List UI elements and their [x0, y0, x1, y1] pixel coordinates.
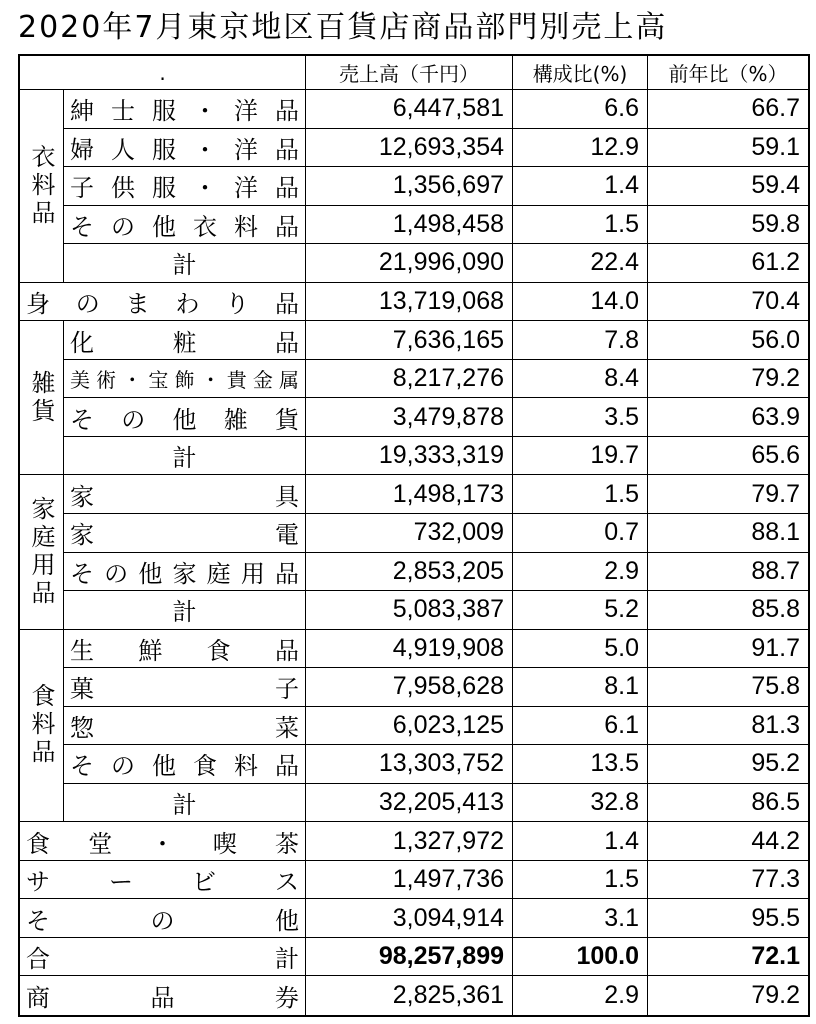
sales-cell: 1,327,972 [306, 822, 513, 861]
row-label: 生鮮食品 [64, 630, 306, 669]
group-goods: 雑貨 [20, 321, 64, 475]
row-label: その他衣料品 [64, 206, 306, 245]
yoy-cell: 79.2 [648, 360, 808, 399]
sales-cell: 5,083,387 [306, 591, 513, 630]
yoy-cell: 77.3 [648, 861, 808, 900]
yoy-cell: 79.7 [648, 475, 808, 514]
share-cell: 2.9 [513, 553, 648, 592]
row-label: その他 [20, 899, 306, 938]
sales-table [18, 54, 810, 1017]
sales-cell: 732,009 [306, 514, 513, 553]
share-cell: 3.5 [513, 398, 648, 437]
subtotal-label: 計 [64, 784, 306, 823]
row-label: 化粧品 [64, 321, 306, 360]
sales-cell: 6,023,125 [306, 707, 513, 746]
yoy-cell: 85.8 [648, 591, 808, 630]
share-cell: 1.5 [513, 861, 648, 900]
row-label: 惣菜 [64, 707, 306, 746]
share-cell: 5.0 [513, 630, 648, 669]
share-cell: 22.4 [513, 244, 648, 283]
share-cell: 12.9 [513, 129, 648, 168]
share-cell: 1.4 [513, 822, 648, 861]
sales-cell: 1,497,736 [306, 861, 513, 900]
sales-cell: 2,825,361 [306, 976, 513, 1015]
sales-cell: 3,094,914 [306, 899, 513, 938]
header-blank: . [20, 56, 306, 90]
grand-total-label: 合計 [20, 938, 306, 977]
header-yoy: 前年比（%） [648, 56, 808, 90]
yoy-cell: 95.2 [648, 745, 808, 784]
share-cell: 6.6 [513, 90, 648, 129]
yoy-cell: 88.7 [648, 553, 808, 592]
yoy-cell: 81.3 [648, 707, 808, 746]
row-label: その他食料品 [64, 745, 306, 784]
share-cell: 7.8 [513, 321, 648, 360]
share-cell: 32.8 [513, 784, 648, 823]
group-clothing: 衣料品 [20, 90, 64, 283]
yoy-cell: 61.2 [648, 244, 808, 283]
row-label: 美術・宝飾・貴金属 [64, 360, 306, 399]
header-share: 構成比(%) [513, 56, 648, 90]
yoy-cell: 75.8 [648, 668, 808, 707]
row-label: 家具 [64, 475, 306, 514]
sales-cell: 1,356,697 [306, 167, 513, 206]
sales-cell: 6,447,581 [306, 90, 513, 129]
share-cell: 13.5 [513, 745, 648, 784]
subtotal-label: 計 [64, 437, 306, 476]
row-label: 家電 [64, 514, 306, 553]
group-food: 食料品 [20, 630, 64, 823]
yoy-cell: 95.5 [648, 899, 808, 938]
subtotal-label: 計 [64, 244, 306, 283]
yoy-cell: 65.6 [648, 437, 808, 476]
yoy-cell: 70.4 [648, 283, 808, 322]
row-label: 商品券 [20, 976, 306, 1015]
sales-cell: 98,257,899 [306, 938, 513, 977]
sales-cell: 4,919,908 [306, 630, 513, 669]
sales-cell: 7,636,165 [306, 321, 513, 360]
yoy-cell: 56.0 [648, 321, 808, 360]
sales-cell: 7,958,628 [306, 668, 513, 707]
row-label: 子供服・洋品 [64, 167, 306, 206]
row-label: 紳士服・洋品 [64, 90, 306, 129]
yoy-cell: 91.7 [648, 630, 808, 669]
share-cell: 19.7 [513, 437, 648, 476]
yoy-cell: 59.1 [648, 129, 808, 168]
row-label: 婦人服・洋品 [64, 129, 306, 168]
sales-cell: 2,853,205 [306, 553, 513, 592]
sales-cell: 1,498,458 [306, 206, 513, 245]
group-household: 家庭用品 [20, 475, 64, 629]
share-cell: 3.1 [513, 899, 648, 938]
row-label: 身のまわり品 [20, 283, 306, 322]
yoy-cell: 63.9 [648, 398, 808, 437]
sales-cell: 8,217,276 [306, 360, 513, 399]
share-cell: 100.0 [513, 938, 648, 977]
sales-cell: 13,303,752 [306, 745, 513, 784]
yoy-cell: 72.1 [648, 938, 808, 977]
header-sales: 売上高（千円） [306, 56, 513, 90]
sales-cell: 12,693,354 [306, 129, 513, 168]
table-title: 2020年7月東京地区百貨店商品部門別売上高 [18, 10, 668, 45]
share-cell: 2.9 [513, 976, 648, 1015]
yoy-cell: 88.1 [648, 514, 808, 553]
share-cell: 1.4 [513, 167, 648, 206]
share-cell: 0.7 [513, 514, 648, 553]
sales-cell: 3,479,878 [306, 398, 513, 437]
share-cell: 5.2 [513, 591, 648, 630]
share-cell: 1.5 [513, 206, 648, 245]
yoy-cell: 79.2 [751, 981, 800, 1010]
yoy-cell: 59.8 [648, 206, 808, 245]
share-cell: 8.1 [513, 668, 648, 707]
sales-cell: 19,333,319 [306, 437, 513, 476]
row-label: 食堂・喫茶 [20, 822, 306, 861]
yoy-cell: 44.2 [648, 822, 808, 861]
row-label: その他家庭用品 [64, 553, 306, 592]
share-cell: 1.5 [513, 475, 648, 514]
yoy-cell: 86.5 [648, 784, 808, 823]
row-label: 菓子 [64, 668, 306, 707]
yoy-cell: 59.4 [648, 167, 808, 206]
subtotal-label: 計 [64, 591, 306, 630]
share-cell: 8.4 [513, 360, 648, 399]
sales-cell: 1,498,173 [306, 475, 513, 514]
sales-cell: 32,205,413 [306, 784, 513, 823]
sales-cell: 13,719,068 [306, 283, 513, 322]
sales-cell: 21,996,090 [306, 244, 513, 283]
yoy-cell: 66.7 [648, 90, 808, 129]
row-label: その他雑貨 [64, 398, 306, 437]
row-label: サービス [20, 861, 306, 900]
share-cell: 14.0 [513, 283, 648, 322]
share-cell: 6.1 [513, 707, 648, 746]
